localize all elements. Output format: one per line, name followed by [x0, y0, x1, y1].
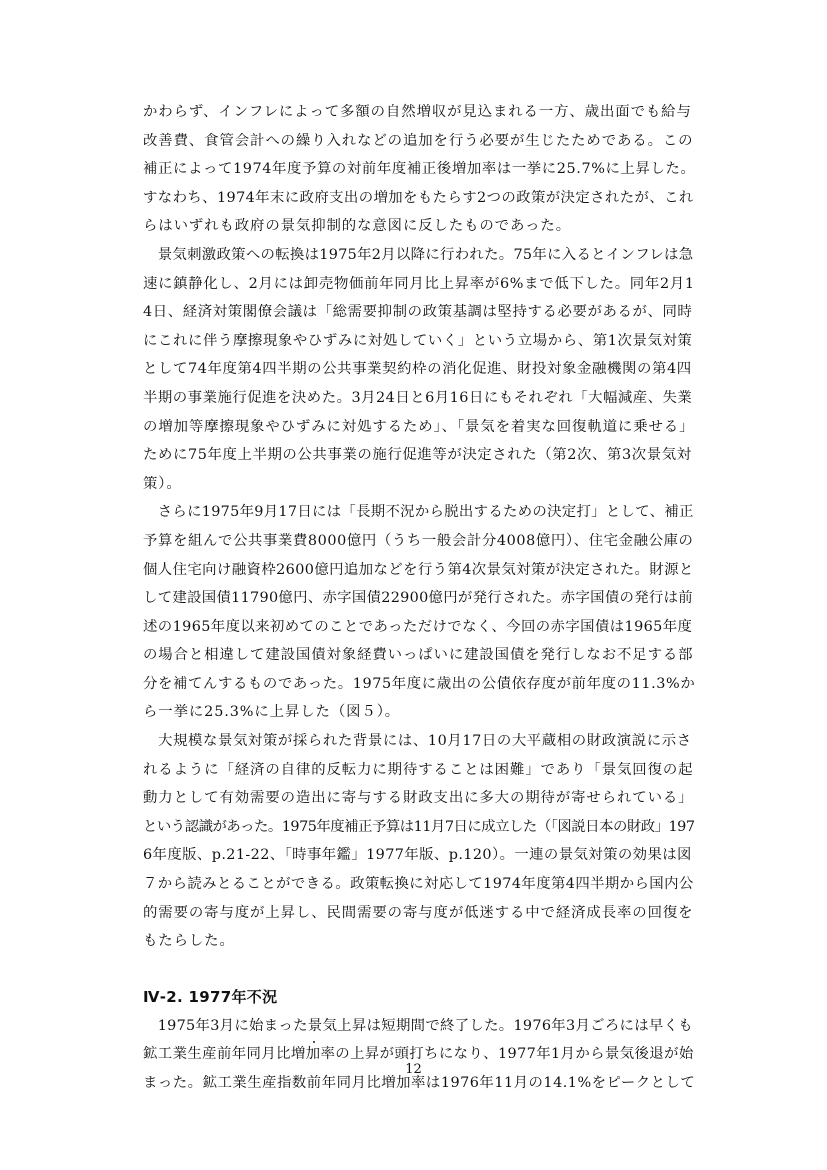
scan-speck [313, 1041, 315, 1043]
text-line: 6年度版、p.21-22、「時事年鑑」1977年版、p.120）。一連の景気対策の効果は図 [143, 847, 692, 864]
text-line: 速に鎮静化し、2月には卸売物価前年同月比上昇率が6%まで低下した。同年2月1 [143, 275, 695, 292]
text-line: ために75年度上半期の公共事業の施行促進等が決定された（第2次、第3次景気対 [143, 447, 692, 464]
text-line: 策）。 [143, 475, 182, 492]
text-line: もたらした。 [143, 933, 235, 950]
text-line: ７から読みとることができる。政策転換に対応して1974年度第4四半期から国内公 [143, 876, 694, 893]
text-line: 個人住宅向け融資枠2600億円追加などを行う第4次景気対策が決定された。財源と [143, 561, 694, 578]
text-line: 動力として有効需要の造出に寄与する財政支出に多大の期待が寄せられている」 [143, 790, 694, 807]
page-number: 12 [405, 1062, 422, 1077]
text-line: 半期の事業施行促進を決めた。3月24日と6月16日にもそれぞれ「大幅減産、失業 [143, 389, 693, 406]
text-line: 景気刺激政策への転換は1975年2月以降に行われた。75年に入るとインフレは急 [143, 246, 694, 263]
text-line: という認識があった。1975年度補正予算は11月7日に成立した（「図説日本の財政」197 [143, 818, 695, 835]
text-line: 1975年3月に始まった景気上昇は短期間で終了した。1976年3月ごろには早くも [143, 1017, 693, 1034]
text-line: 分を補てんするものであった。1975年度に歳出の公債依存度が前年度の11.3%か [143, 675, 696, 692]
text-line: 改善費、食管会計への繰り入れなどの追加を行う必要が生じたためである。この [143, 132, 694, 149]
text-line: 予算を組んで公共事業費8000億円（うち一般会計分4008億円）、住宅金融公庫の [143, 532, 694, 549]
section-heading: Ⅳ-2. 1977年不況 [143, 987, 278, 1006]
text-line: の場合と相違して建設国債対象経費いっぱいに建設国債を発行しなお不足する部 [143, 647, 694, 664]
text-line: れるように「経済の自律的反転力に期待することは困難」であり「景気回復の起 [143, 761, 694, 778]
text-line: ら一挙に25.3%に上昇した（図５）。 [143, 704, 401, 721]
text-line: 的需要の寄与度が上昇し、民間需要の寄与度が低迷する中で経済成長率の回復を [143, 904, 694, 921]
text-line: まった。鉱工業生産指数前年同月比増加率は1976年11月の14.1%をピークとして [143, 1075, 696, 1091]
text-line: らはいずれも政府の景気抑制的な意図に反したものであった。 [143, 218, 571, 235]
text-line: にこれに伴う摩擦現象やひずみに対処していく」という立場から、第1次景気対策 [143, 332, 693, 349]
text-line: 補正によって1974年度予算の対前年度補正後増加率は一挙に25.7%に上昇した。 [143, 161, 696, 178]
text-line: 鉱工業生産前年同月比増加率の上昇が頭打ちになり、1977年1月から景気後退が始 [143, 1046, 694, 1063]
text-line: かわらず、インフレによって多額の自然増収が見込まれる一方、歳出面でも給与 [143, 104, 692, 120]
text-line: して建設国債11790億円、赤字国債22900億円が発行された。赤字国債の発行は前 [143, 590, 693, 607]
body-text [143, 98, 696, 1098]
text-line: すなわち、1974年末に政府支出の増加をもたらす2つの政策が決定されたが、これ [143, 189, 694, 206]
text-line: として74年度第4四半期の公共事業契約枠の消化促進、財投対象金融機関の第4四 [143, 361, 692, 378]
text-line: 述の1965年度以来初めてのことであっただけでなく、今回の赤字国債は1965年度 [143, 618, 693, 635]
text-line: の増加等摩擦現象やひずみに対処するため」、「景気を着実な回復軌道に乗せる」 [143, 418, 695, 435]
section-gap [143, 956, 689, 982]
text-line: 大規模な景気対策が採られた背景には、10月17日の大平蔵相の財政演説に示さ [143, 733, 692, 750]
text-line: 4日、経済対策閣僚会議は「総需要抑制の政策基調は堅持する必要があるが、同時 [143, 304, 693, 321]
text-line: さらに1975年9月17日には「長期不況から脱出するための決定打」として、補正 [143, 504, 694, 521]
